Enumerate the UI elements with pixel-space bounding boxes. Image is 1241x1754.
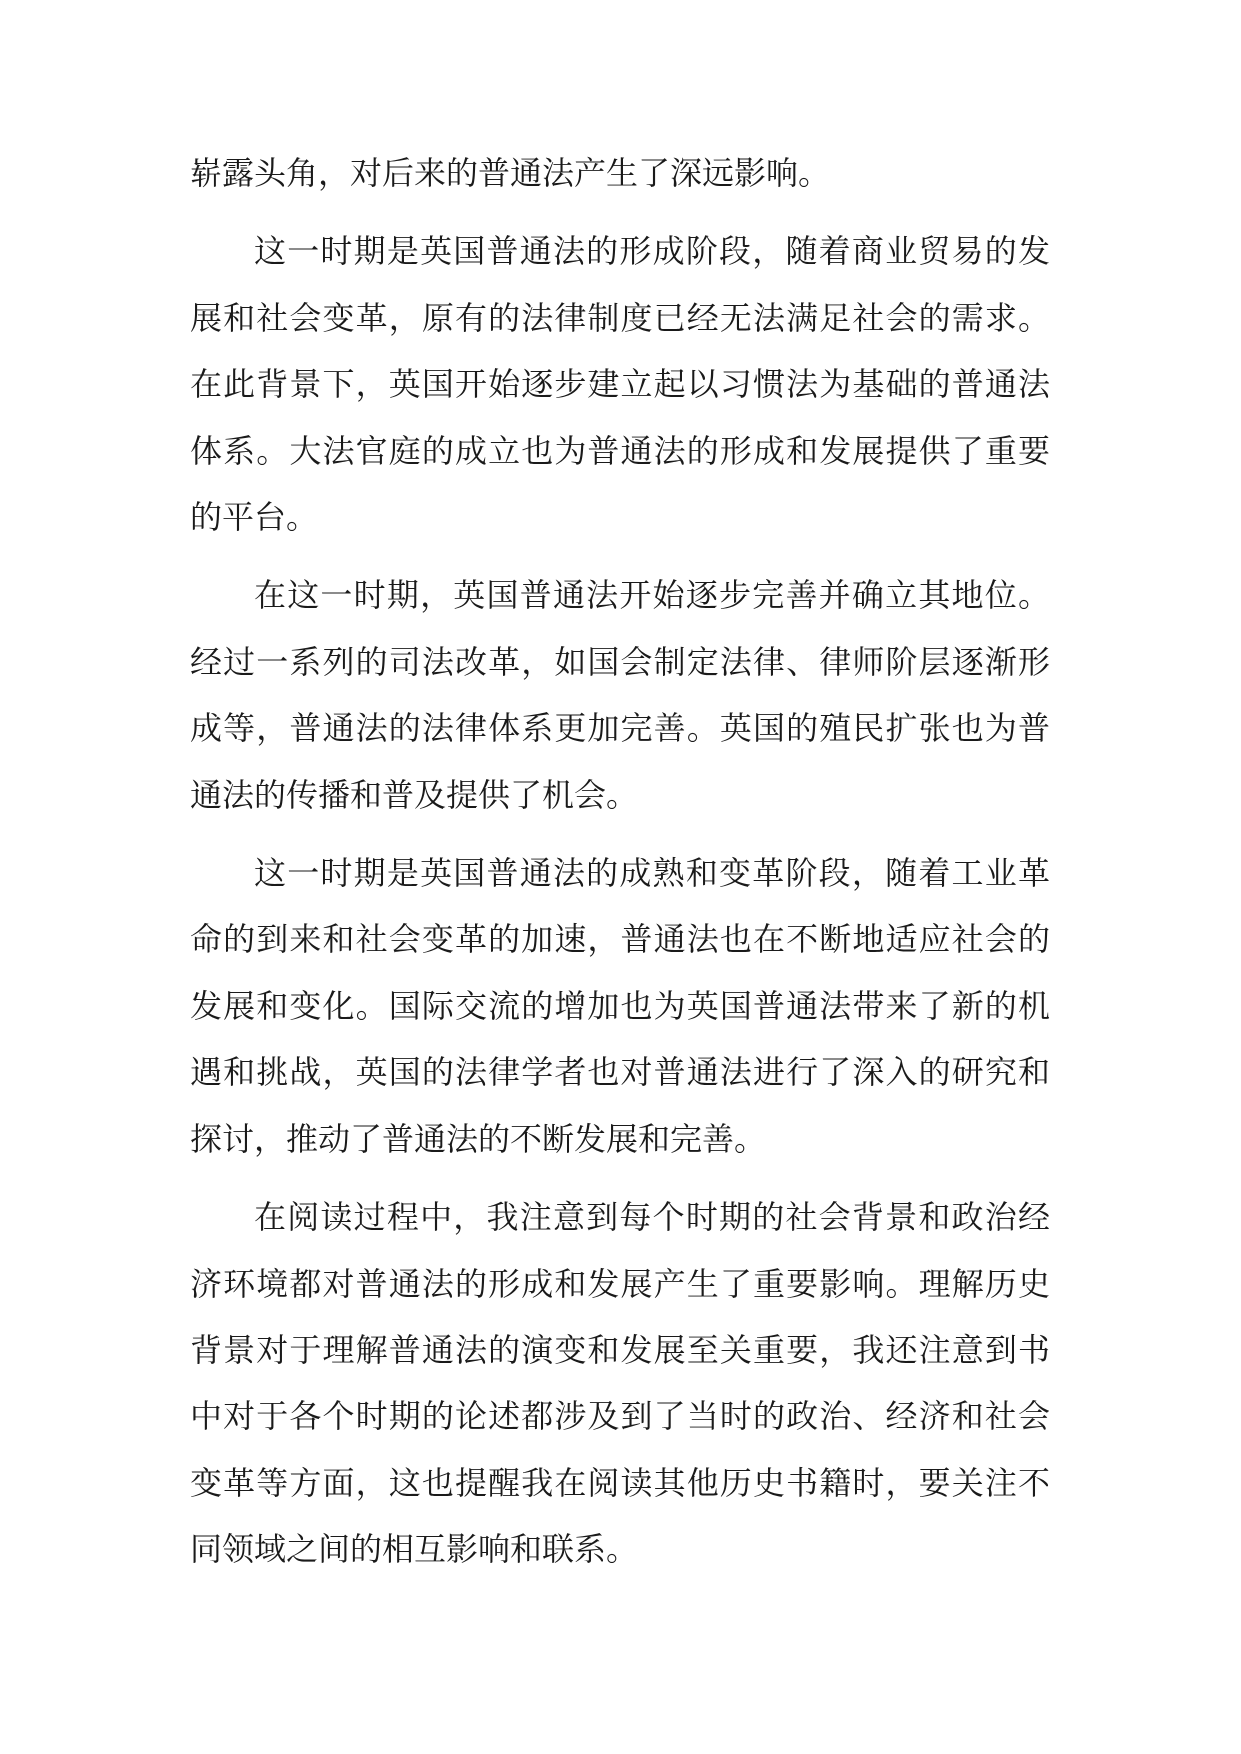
paragraph: 在这一时期，英国普通法开始逐步完善并确立其地位。经过一系列的司法改革，如国会制定法律、律师阶层逐渐形成等，普通法的法律体系更加完善。英国的殖民扩张也为普通法的传播和普及提供了机会。	[190, 576, 1050, 814]
paragraph: 这一时期是英国普通法的成熟和变革阶段，随着工业革命的到来和社会变革的加速，普通法也在不断地适应社会的发展和变化。国际交流的增加也为英国普通法带来了新的机遇和挑战，英国的法律学者也对普通法进行了深入的研究和探讨，推动了普通法的不断发展和完善。	[190, 854, 1050, 1158]
paragraph: 在阅读过程中，我注意到每个时期的社会背景和政治经济环境都对普通法的形成和发展产生了重要影响。理解历史背景对于理解普通法的演变和发展至关重要，我还注意到书中对于各个时期的论述都涉及到了当时的政治、经济和社会变革等方面，这也提醒我在阅读其他历史书籍时，要关注不同领域之间的相互影响和联系。	[190, 1198, 1050, 1569]
paragraph: 这一时期是英国普通法的形成阶段，随着商业贸易的发展和社会变革，原有的法律制度已经无法满足社会的需求。在此背景下，英国开始逐步建立起以习惯法为基础的普通法体系。大法官庭的成立也为普通法的形成和发展提供了重要的平台。	[190, 232, 1050, 537]
body-text	[190, 140, 1050, 1595]
paragraph-continuation: 崭露头角，对后来的普通法产生了深远影响。	[190, 154, 831, 192]
